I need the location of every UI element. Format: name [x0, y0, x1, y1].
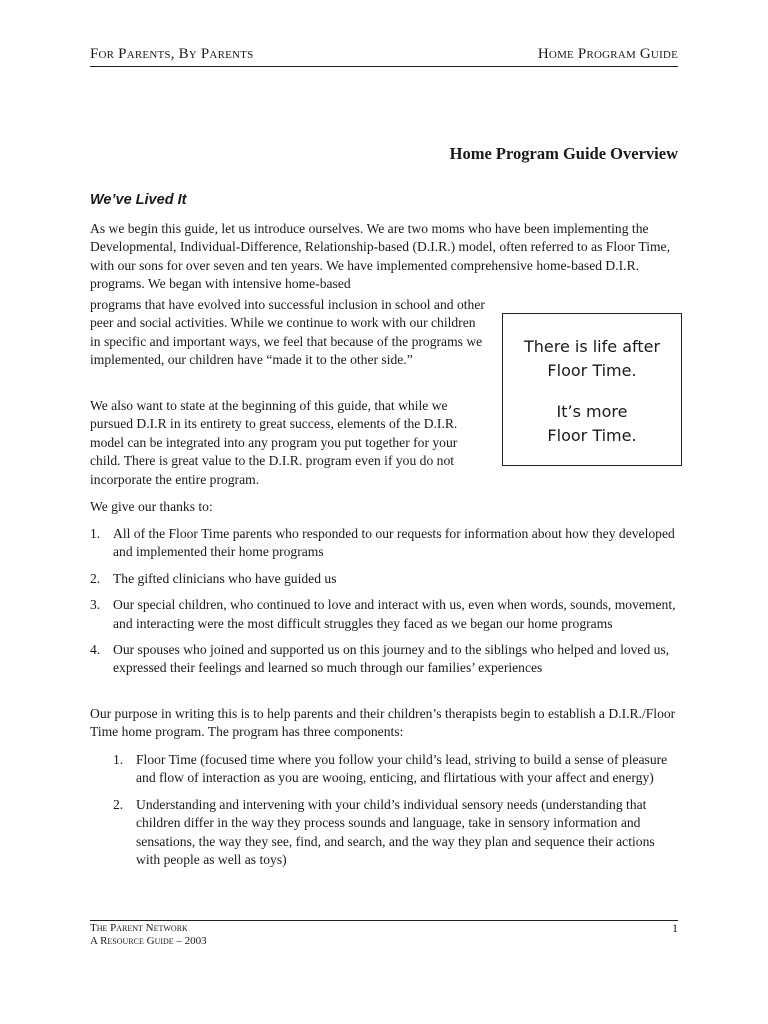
callout-box	[502, 313, 682, 466]
list-item	[90, 596, 680, 633]
callout-line: It’s more	[556, 402, 628, 421]
list-item	[90, 641, 680, 678]
list-item	[90, 525, 680, 562]
footer-guide: A Resource Guide – 2003	[90, 935, 207, 947]
list-item	[113, 796, 678, 870]
list-text: All of the Floor Time parents who responded to our requests for information about how they developed and implemented their home programs	[113, 526, 675, 560]
footer-org: The Parent Network	[90, 922, 188, 934]
callout-line: Floor Time.	[547, 426, 637, 445]
section-heading: We’ve Lived It	[90, 192, 187, 208]
list-text: Floor Time (focused time where you follow your child’s lead, striving to build a sense of pleasure and flow of interaction as you are wooing, enticing, and flirtatious with your affect and energy)	[136, 752, 668, 786]
header-left: For Parents, By Parents	[90, 46, 254, 62]
list-number: 3.	[90, 597, 101, 613]
list-number: 2.	[113, 796, 124, 812]
list-number: 4.	[90, 642, 101, 658]
page-number: 1	[672, 921, 678, 935]
dir-elements-paragraph: We also want to state at the beginning of this guide, that while we pursued D.I.R in its entirety to great success, elements of the D.I.R. model can be integrated into any program you put together for your child. There is great value to the D.I.R. program even if you do not incorporate the entire program.	[90, 398, 458, 487]
list-text: Our spouses who joined and supported us on this journey and to the siblings who helped and loved us, expressed their feelings and learned so much through our families’ experiences	[113, 642, 670, 676]
header-right: Home Program Guide	[537, 46, 678, 62]
list-number: 1.	[90, 526, 101, 541]
list-text: Understanding and intervening with your child’s individual sensory needs (understanding that children differ in the way they process sounds and language, take in sensory information and sensations, the way they see, find, and search, and the way they plan and sequence their actions with people as well as toys)	[136, 796, 655, 868]
list-number: 2.	[90, 570, 101, 586]
list-text: Our special children, who continued to love and interact with us, even when words, sounds, movement, and interacting were the most difficult struggles they faced as we began our home programs	[113, 597, 676, 631]
thanks-list	[90, 525, 680, 686]
list-item	[113, 751, 678, 788]
intro-paragraph-continued: programs that have evolved into successful inclusion in school and other peer and social activities. While we continue to work with our children in specific and important ways, we feel that because of the programs we implemented, our children have “made it to the other side.”	[90, 297, 485, 368]
running-header	[90, 44, 678, 67]
thanks-intro: We give our thanks to:	[90, 499, 213, 514]
intro-paragraph: As we begin this guide, let us introduce ourselves. We are two moms who have been implementing the Developmental, Individual-Difference, Relationship-based (D.I.R.) model, often referred to as Floor Time, with our sons for over seven and ten years. We have implemented comprehensive home-based D.I.R. programs. We began with intensive home-based	[90, 221, 670, 292]
list-number: 1.	[113, 752, 124, 767]
components-list	[113, 751, 678, 877]
list-text: The gifted clinicians who have guided us	[113, 570, 337, 586]
callout-line: Floor Time.	[547, 361, 637, 380]
callout-line: There is life after	[523, 337, 661, 356]
running-footer	[90, 920, 678, 948]
page-title: Home Program Guide Overview	[449, 144, 678, 163]
list-item	[90, 570, 680, 588]
purpose-paragraph: Our purpose in writing this is to help parents and their children’s therapists begin to establish a D.I.R./Floor Time home program. The program has three components:	[90, 706, 676, 740]
